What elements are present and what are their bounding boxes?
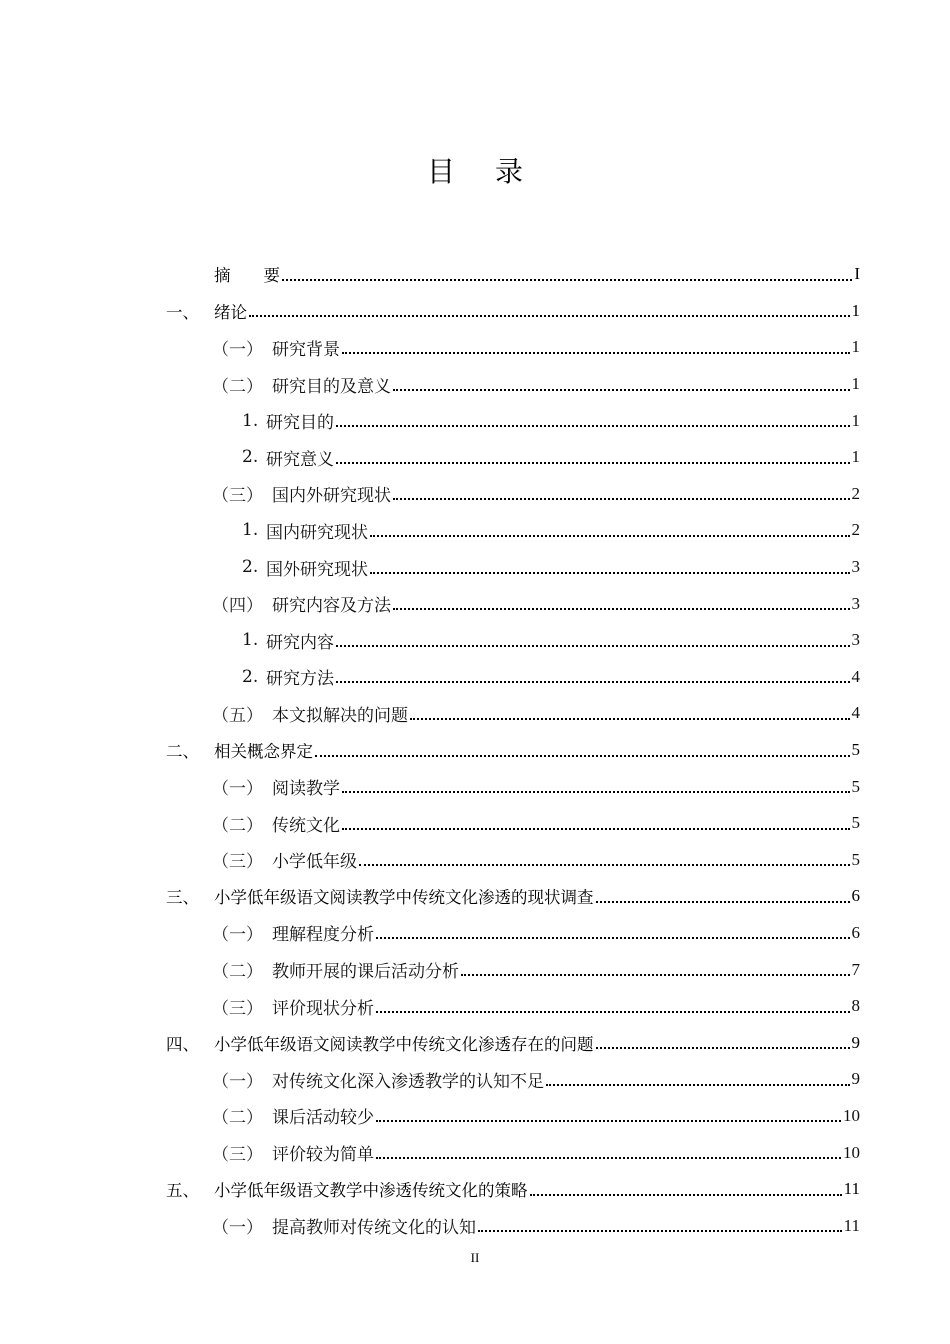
- toc-entry-label: 摘 要: [214, 266, 280, 286]
- toc-entry-label: 本文拟解决的问题: [272, 705, 408, 726]
- toc-entry-number: （二）: [212, 962, 263, 983]
- toc-entry[interactable]: [166, 256, 860, 293]
- toc-dot-leader: [336, 424, 850, 427]
- toc-entry[interactable]: [166, 659, 860, 696]
- toc-dot-leader: [596, 1046, 850, 1049]
- toc-entry-label: 提高教师对传统文化的认知: [272, 1218, 476, 1239]
- toc-dot-leader: [596, 900, 850, 903]
- toc-dot-leader: [370, 534, 850, 537]
- toc-entry-number: （一）: [212, 1071, 263, 1092]
- toc-entry-number: 五、: [166, 1181, 199, 1201]
- toc-entry-number: 1.: [242, 520, 259, 541]
- toc-entry-label: 相关概念界定: [214, 742, 313, 762]
- footer-page-number: II: [470, 1250, 480, 1265]
- toc-entry-number: （五）: [212, 705, 263, 726]
- toc-entry-page: 4: [851, 666, 860, 686]
- toc-entry-number: 二、: [166, 742, 199, 762]
- toc-entry-label: 评价较为简单: [272, 1145, 374, 1166]
- toc-entry[interactable]: [166, 1061, 860, 1098]
- toc-dot-leader: [342, 827, 850, 830]
- toc-entry-label: 研究背景: [272, 339, 340, 360]
- toc-entry-number: 四、: [166, 1034, 199, 1054]
- toc-entry-page: 11: [843, 1179, 860, 1199]
- toc-dot-leader: [546, 1083, 850, 1086]
- toc-entry-page: 1: [851, 337, 860, 357]
- toc-entry-number: （四）: [212, 596, 263, 617]
- toc-entry-label: 研究内容: [266, 632, 334, 653]
- toc-entry-page: 2: [851, 483, 860, 503]
- toc-entry-label: 国外研究现状: [266, 559, 368, 580]
- toc-entry-page: 8: [851, 996, 860, 1016]
- toc-entry[interactable]: [166, 1171, 860, 1208]
- toc-entry[interactable]: [166, 366, 860, 403]
- toc-entry[interactable]: [166, 1024, 860, 1061]
- toc-entry-page: 1: [851, 300, 860, 320]
- toc-entry-label: 阅读教学: [272, 779, 340, 800]
- toc-entry[interactable]: [166, 585, 860, 622]
- toc-entry-label: 教师开展的课后活动分析: [272, 962, 459, 983]
- toc-entry-label: 研究目的: [266, 413, 334, 434]
- toc-dot-leader: [249, 314, 850, 317]
- toc-entry-page: 4: [851, 703, 860, 723]
- toc-entry-page: 11: [843, 1215, 860, 1235]
- toc-entry-label: 绪论: [214, 302, 247, 322]
- toc-entry-page: 2: [851, 520, 860, 540]
- toc-dot-leader: [336, 644, 850, 647]
- toc-entry-page: 5: [851, 813, 860, 833]
- toc-dot-leader: [376, 936, 850, 939]
- toc-entry-label: 评价现状分析: [272, 998, 374, 1019]
- toc-entry-page: 7: [851, 959, 860, 979]
- toc-dot-leader: [530, 1193, 842, 1196]
- toc-entry-page: 1: [851, 447, 860, 467]
- toc-dot-leader: [376, 1010, 850, 1013]
- toc-entry-number: （二）: [212, 1108, 263, 1129]
- toc-entry-number: （三）: [212, 852, 263, 873]
- toc-entry[interactable]: [166, 878, 860, 915]
- toc-entry-label: 传统文化: [272, 815, 340, 836]
- toc-entry-number: （二）: [212, 815, 263, 836]
- toc-entry-number: 1.: [242, 410, 259, 431]
- toc-entry-page: 5: [851, 849, 860, 869]
- toc-entry[interactable]: [166, 695, 860, 732]
- toc-dot-leader: [336, 461, 850, 464]
- toc-dot-leader: [376, 1156, 841, 1159]
- toc-entry-label: 小学低年级语文阅读教学中传统文化渗透存在的问题: [214, 1034, 594, 1054]
- toc-entry-number: 1.: [242, 630, 259, 651]
- toc-dot-leader: [376, 1119, 841, 1122]
- toc-entry[interactable]: [166, 1098, 860, 1135]
- toc-entry[interactable]: [166, 512, 860, 549]
- toc-entry-number: 三、: [166, 888, 199, 908]
- toc-dot-leader: [282, 278, 852, 281]
- toc-entry[interactable]: [166, 951, 860, 988]
- toc-dot-leader: [461, 973, 850, 976]
- toc-entry-label: 研究内容及方法: [272, 596, 391, 617]
- toc-entry-page: 3: [851, 593, 860, 613]
- toc-dot-leader: [410, 717, 850, 720]
- toc-dot-leader: [336, 680, 850, 683]
- toc-entry[interactable]: [166, 439, 860, 476]
- toc-entry-label: 课后活动较少: [272, 1108, 374, 1129]
- toc-entry-page: 5: [851, 740, 860, 760]
- toc-entry-page: 5: [851, 776, 860, 796]
- toc-entry[interactable]: [166, 476, 860, 513]
- toc-entry[interactable]: [166, 805, 860, 842]
- toc-entry-number: 2.: [242, 447, 259, 468]
- table-of-contents: [166, 256, 860, 1244]
- toc-entry[interactable]: [166, 768, 860, 805]
- toc-entry[interactable]: [166, 988, 860, 1025]
- toc-dot-leader: [359, 863, 850, 866]
- toc-entry[interactable]: [166, 1134, 860, 1171]
- toc-dot-leader: [478, 1229, 842, 1232]
- toc-entry-page: 10: [843, 1142, 860, 1162]
- toc-entry[interactable]: [166, 915, 860, 952]
- toc-dot-leader: [393, 607, 850, 610]
- toc-entry[interactable]: [166, 329, 860, 366]
- toc-entry-page: 1: [851, 374, 860, 394]
- toc-entry[interactable]: [166, 293, 860, 330]
- toc-entry[interactable]: [166, 622, 860, 659]
- toc-entry-page: I: [854, 264, 860, 284]
- toc-entry-label: 研究意义: [266, 449, 334, 470]
- toc-entry-number: 2.: [242, 666, 259, 687]
- toc-entry-label: 小学低年级语文教学中渗透传统文化的策略: [214, 1181, 528, 1201]
- toc-dot-leader: [393, 497, 850, 500]
- toc-dot-leader: [315, 754, 850, 757]
- toc-dot-leader: [370, 571, 850, 574]
- toc-entry-label: 国内外研究现状: [272, 486, 391, 507]
- toc-entry-number: （一）: [212, 339, 263, 360]
- toc-entry-number: （一）: [212, 925, 263, 946]
- toc-entry-page: 10: [843, 1105, 860, 1125]
- toc-entry-page: 9: [851, 1069, 860, 1089]
- toc-entry-label: 小学低年级语文阅读教学中传统文化渗透的现状调查: [214, 888, 594, 908]
- toc-entry-number: （三）: [212, 1145, 263, 1166]
- toc-entry-page: 3: [851, 630, 860, 650]
- toc-dot-leader: [342, 351, 850, 354]
- toc-entry[interactable]: [166, 1207, 860, 1244]
- toc-entry-page: 6: [851, 922, 860, 942]
- toc-entry-number: （一）: [212, 1218, 263, 1239]
- page-title-char-2: 录: [495, 155, 524, 188]
- toc-entry[interactable]: [166, 842, 860, 879]
- toc-entry-page: 3: [851, 557, 860, 577]
- toc-entry-label: 研究方法: [266, 669, 334, 690]
- toc-entry-page: 1: [851, 410, 860, 430]
- toc-entry-page: 9: [851, 1032, 860, 1052]
- toc-entry[interactable]: [166, 549, 860, 586]
- toc-entry-label: 国内研究现状: [266, 522, 368, 543]
- toc-entry-label: 研究目的及意义: [272, 376, 391, 397]
- toc-entry[interactable]: [166, 732, 860, 769]
- toc-entry-page: 6: [851, 886, 860, 906]
- toc-entry-number: （三）: [212, 486, 263, 507]
- toc-dot-leader: [393, 388, 850, 391]
- toc-entry-number: （一）: [212, 779, 263, 800]
- toc-entry-label: 对传统文化深入渗透教学的认知不足: [272, 1071, 544, 1092]
- toc-entry-number: 2.: [242, 557, 259, 578]
- toc-entry-label: 理解程度分析: [272, 925, 374, 946]
- page-title-char-1: 目: [426, 155, 455, 188]
- toc-dot-leader: [342, 790, 850, 793]
- toc-entry[interactable]: [166, 402, 860, 439]
- page-title: [0, 150, 950, 194]
- toc-entry-number: 一、: [166, 302, 199, 322]
- toc-entry-number: （三）: [212, 998, 263, 1019]
- toc-entry-label: 小学低年级: [272, 852, 357, 873]
- toc-entry-number: （二）: [212, 376, 263, 397]
